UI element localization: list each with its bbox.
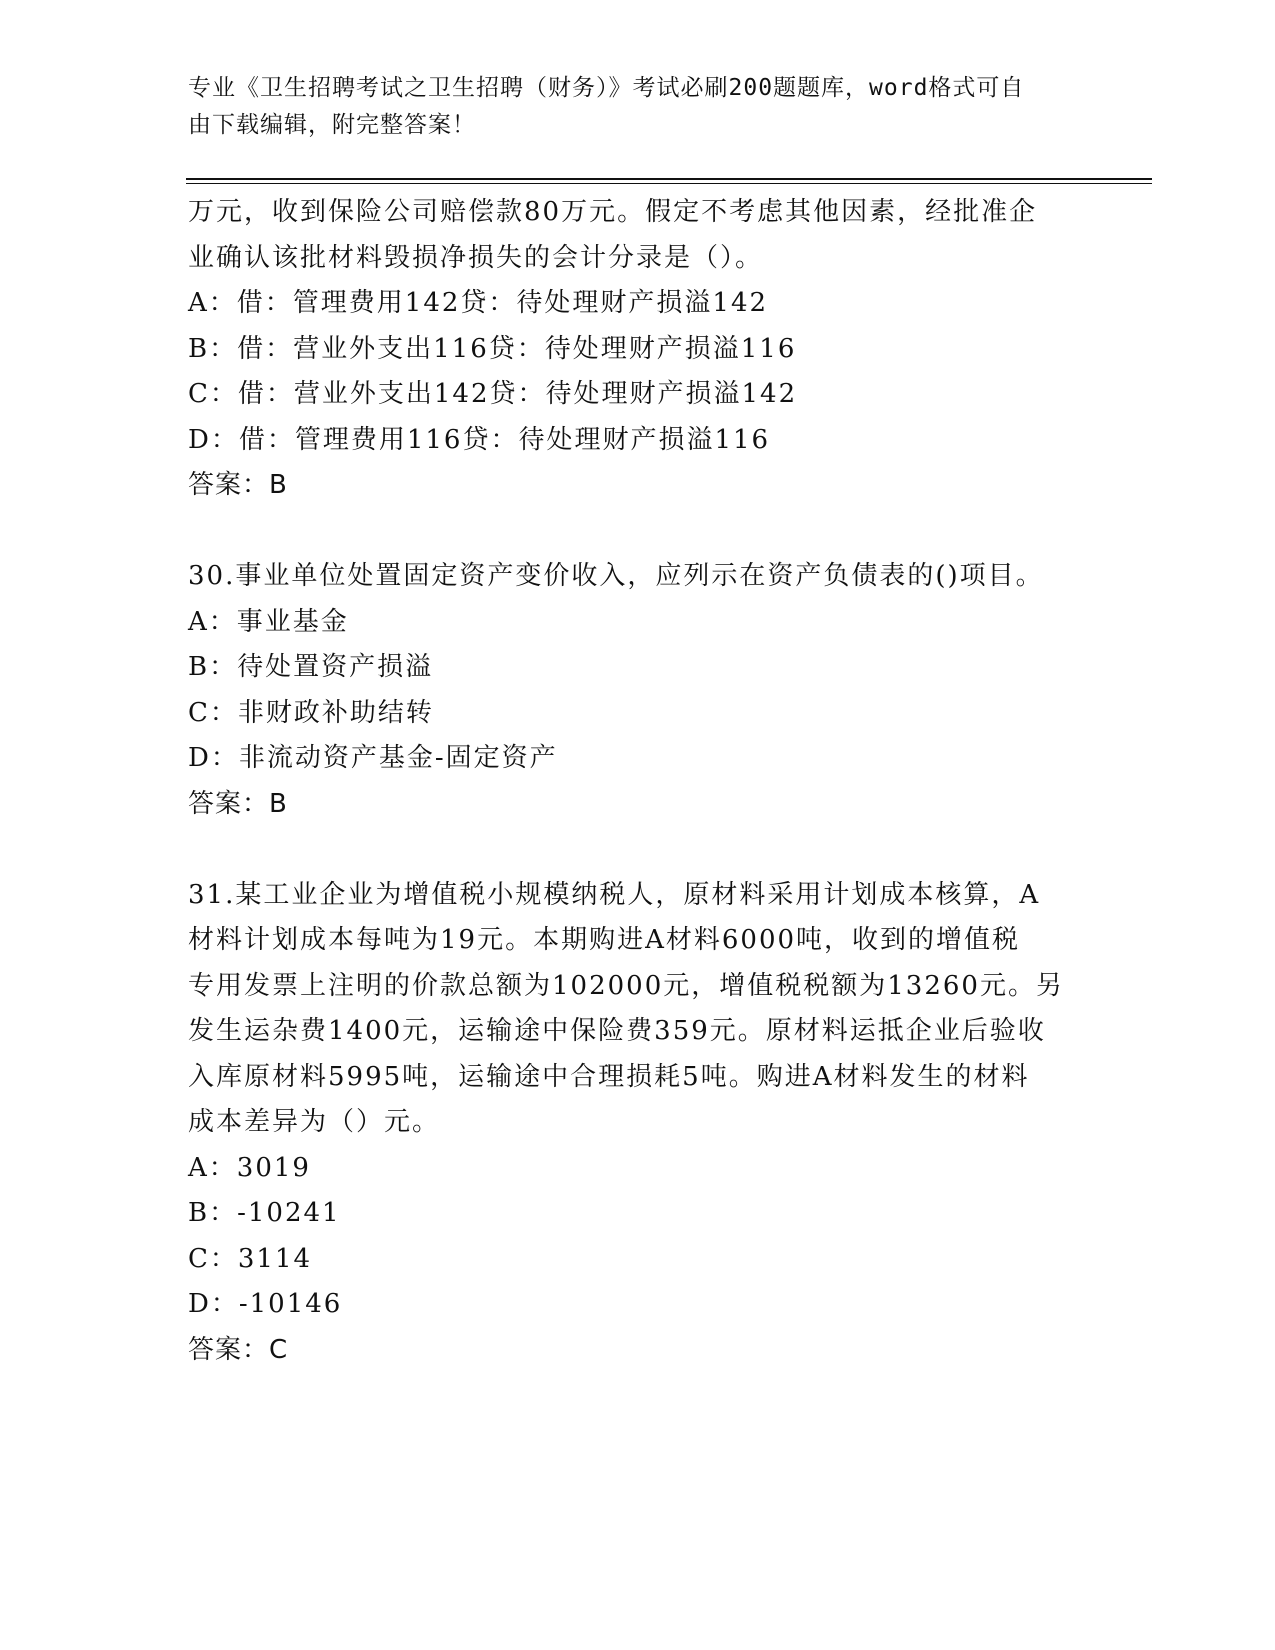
question-text-line: 万元，收到保险公司赔偿款80万元。假定不考虑其他因素，经批准企 [188, 197, 1038, 227]
option-d: D：借：管理费用116贷：待处理财产损溢116 [188, 424, 771, 455]
answer-line: 答案：C [188, 1334, 289, 1365]
question-text-line: 专用发票上注明的价款总额为102000元，增值税税额为13260元。另 [188, 970, 1064, 1001]
question-text-line: 30.事业单位处置固定资产变价收入，应列示在资产负债表的()项目。 [188, 561, 1044, 591]
question-29 [188, 190, 1088, 509]
option-a: A：借：管理费用142贷：待处理财产损溢142 [188, 288, 769, 318]
option-c: C：借：营业外支出142贷：待处理财产损溢142 [188, 379, 798, 409]
question-text-line: 入库原材料5995吨，运输途中合理损耗5吨。购进A材料发生的材料 [188, 1061, 1030, 1092]
option-c: C：3114 [188, 1243, 313, 1274]
question-30 [188, 554, 1088, 827]
option-a: A：事业基金 [188, 606, 349, 637]
document-header [188, 70, 1068, 144]
document-body [188, 190, 1088, 1373]
option-d: D：非流动资产基金-固定资产 [188, 743, 558, 773]
answer-line: 答案：B [188, 470, 288, 500]
header-divider-thin [186, 183, 1152, 184]
option-a: A：3019 [188, 1152, 311, 1183]
question-text-line: 业确认该批材料毁损净损失的会计分录是（）。 [188, 242, 764, 273]
question-text-line: 发生运杂费1400元，运输途中保险费359元。原材料运抵企业后验收 [188, 1016, 1046, 1046]
spacer [188, 827, 1088, 873]
option-c: C：非财政补助结转 [188, 697, 434, 728]
option-b: B：待处置资产损溢 [188, 652, 434, 682]
option-b: B：借：营业外支出116贷：待处理财产损溢116 [188, 333, 797, 364]
question-text-line: 31.某工业企业为增值税小规模纳税人，原材料采用计划成本核算，A [188, 879, 1041, 910]
header-divider-thick [186, 178, 1152, 180]
question-text-line: 成本差异为（）元。 [188, 1107, 441, 1137]
header-line-1: 专业《卫生招聘考试之卫生招聘（财务）》考试必刷200题题库，word格式可自 [188, 75, 1025, 101]
option-b: B：-10241 [188, 1198, 341, 1228]
spacer [188, 509, 1088, 555]
answer-line: 答案：B [188, 788, 288, 819]
header-line-2: 由下载编辑，附完整答案！ [188, 112, 476, 138]
question-31 [188, 873, 1088, 1374]
question-text-line: 材料计划成本每吨为19元。本期购进A材料6000吨，收到的增值税 [188, 925, 1021, 955]
option-d: D：-10146 [188, 1289, 343, 1319]
